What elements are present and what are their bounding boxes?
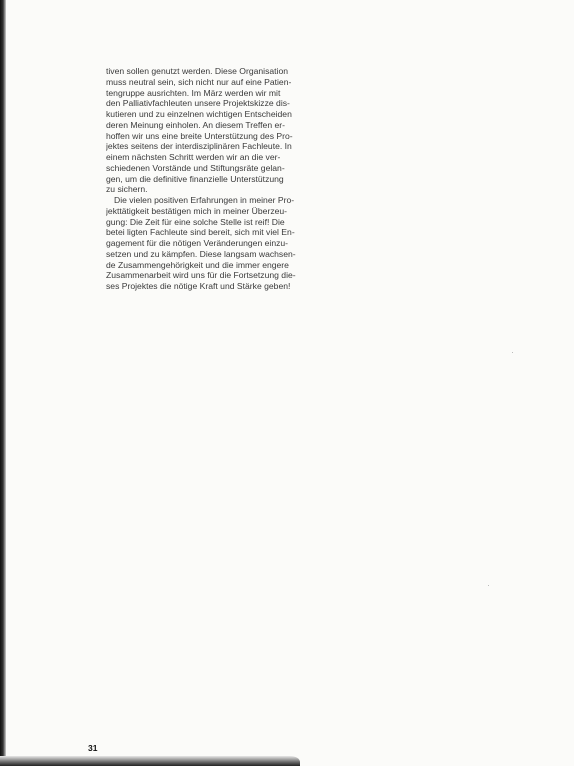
text-line: einem nächsten Schritt werden wir an die ver- <box>106 152 281 162</box>
text-line: deren Meinung einholen. An diesem Treffen er- <box>106 119 285 130</box>
paragraph-2 <box>106 195 332 292</box>
text-line: betei ligten Fachleute sind bereit, sich mit viel En- <box>106 227 295 238</box>
text-line: tengruppe ausrichten. Im März werden wir mit <box>106 87 281 98</box>
text-line: schiedenen Vorstände und Stiftungsräte gelan- <box>106 162 285 173</box>
text-line: Zusammenarbeit wird uns für die Fortsetzung die- <box>106 270 296 281</box>
text-column <box>106 66 332 292</box>
text-line: tiven sollen genutzt werden. Diese Organisation <box>106 66 289 76</box>
text-line: zu sichern. <box>106 184 148 195</box>
text-line: ses Projektes die nötige Kraft und Stärke geben! <box>106 281 291 291</box>
paper-speck <box>512 352 513 353</box>
text-line: gung: Die Zeit für eine solche Stelle ist reif! Die <box>106 216 285 227</box>
text-line: kutieren und zu einzelnen wichtigen Entscheiden <box>106 109 292 119</box>
text-line: de Zusammengehörigkeit und die immer engere <box>106 259 289 270</box>
paper-speck <box>488 585 489 586</box>
text-line: jektes seitens der interdisziplinären Fachleute. In <box>106 141 292 152</box>
text-line: gagement für die nötigen Veränderungen einzu- <box>106 238 289 248</box>
text-line: jekttätigkeit bestätigen mich in meiner Überzeu- <box>106 205 288 216</box>
page-number: 31 <box>88 743 98 753</box>
text-line: muss neutral sein, sich nicht nur auf eine Patien- <box>106 76 292 87</box>
text-line: setzen und zu kämpfen. Diese langsam wachsen- <box>106 248 296 259</box>
page-binding-shadow <box>0 0 6 766</box>
paragraph-1 <box>106 66 332 195</box>
text-line: Die vielen positiven Erfahrungen in meiner Pro- <box>114 195 295 205</box>
text-line: hoffen wir uns eine breite Unterstützung des Pro- <box>106 130 293 141</box>
page-bottom-shadow <box>0 756 300 766</box>
text-line: gen, um die definitive finanzielle Unterstützung <box>106 173 284 184</box>
text-line: den Palliativfachleuten unsere Projektskizze dis- <box>106 98 290 109</box>
